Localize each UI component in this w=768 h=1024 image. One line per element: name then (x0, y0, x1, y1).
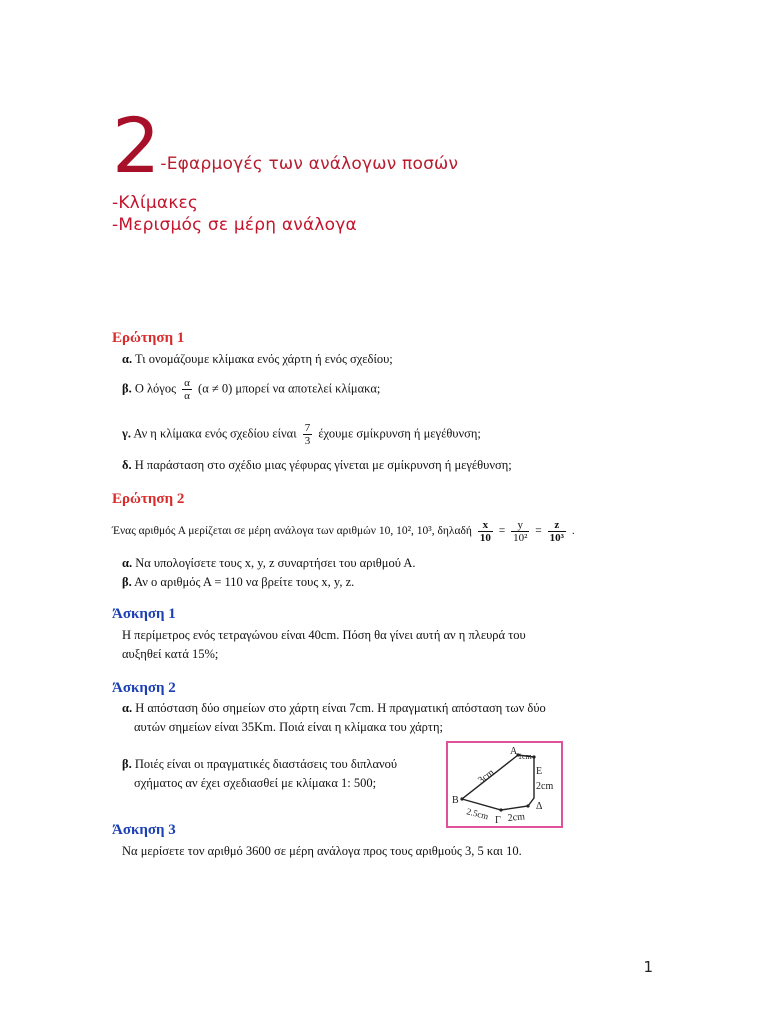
q2-a-text: Να υπολογίσετε τους x, y, z συναρτήσει του αριθμού Α. (135, 556, 416, 570)
q2-intro: Ένας αριθμός Α μερίζεται σε μέρη ανάλογα των αριθμών 10, 10², 10³, δηλαδή (112, 525, 472, 538)
q1-item-b (122, 377, 380, 402)
polygon-outline (462, 755, 534, 810)
q1-c-fraction (303, 422, 313, 447)
q1-c-label: γ. (122, 426, 131, 441)
q1-item-c (122, 422, 481, 447)
q2-item-b (122, 575, 354, 590)
q1-b-post: μπορεί να αποτελεί κλίμακα; (235, 381, 381, 396)
vertex-e (532, 755, 535, 758)
label-g: Γ (495, 815, 501, 826)
vertex-d (526, 804, 529, 807)
label-e: Ε (536, 766, 543, 777)
q2-fraction-x (478, 519, 493, 544)
q1-b-pre: Ο λόγος (134, 381, 177, 396)
ex2-b-label: β. (122, 757, 132, 771)
page-number: 1 (643, 958, 653, 976)
q1-item-a (122, 352, 393, 367)
q2-eq-2: = (535, 525, 542, 538)
q2-b-text: Αν ο αριθμός Α = 110 να βρείτε τους x, y, z. (134, 575, 355, 589)
q1-d-text: Η παράσταση στο σχέδιο μιας γέφυρας γίνεται με σμίκρυνση ή μεγέθυνση; (134, 458, 512, 472)
vertex-g (499, 808, 502, 811)
q2-f1-num: x (478, 519, 493, 532)
q2-fraction-y (511, 519, 529, 544)
ex2-a-label: α. (122, 701, 133, 715)
vertex-b (460, 797, 463, 800)
label-d: Δ (536, 801, 543, 812)
question-1-title: Ερώτηση 1 (112, 330, 185, 346)
q1-c-num: 7 (304, 422, 311, 434)
q2-f1-den: 10 (479, 532, 491, 544)
q1-b-label: β. (122, 381, 132, 396)
ex2-b-line-2: σχήματος αν έχει σχεδιασθεί με κλίμακα 1: 500; (134, 776, 377, 790)
label-len-ab: 3cm (476, 767, 497, 787)
q1-b-num: α (184, 377, 190, 389)
q1-b-den: α (184, 390, 190, 402)
q1-a-label: α. (122, 352, 133, 366)
q1-a-text: Τι ονομάζουμε κλίμακα ενός χάρτη ή ενός σχεδίου; (135, 352, 393, 366)
exercise-3-title: Άσκηση 3 (112, 822, 176, 838)
label-len-gd: 2cm (507, 811, 526, 824)
chapter-title: -Εφαρμογές των ανάλογων ποσών (160, 154, 459, 174)
label-len-ae: 1cm (518, 752, 532, 761)
polygon-figure (446, 741, 563, 828)
ex2-a-text-1: Η απόσταση δύο σημείων στο χάρτη είναι 7cm. Η πραγματική απόσταση των δύο (135, 701, 546, 715)
ex3-text: Να μερίσετε τον αριθμό 3600 σε μέρη ανάλογα προς τους αριθμούς 3, 5 και 10. (122, 844, 522, 858)
ex2-a-line-1 (122, 701, 546, 716)
q1-item-d (122, 458, 512, 473)
chapter-header (112, 101, 459, 190)
label-len-ed: 2cm (536, 781, 554, 792)
q2-f2-den: 10² (513, 532, 528, 544)
q1-b-fraction (182, 377, 192, 402)
question-2-title: Ερώτηση 2 (112, 491, 185, 507)
exercise-2-title: Άσκηση 2 (112, 680, 176, 696)
ex1-line-1: Η περίμετρος ενός τετραγώνου είναι 40cm. Πόση θα γίνει αυτή αν η πλευρά του (122, 628, 526, 642)
q1-d-label: δ. (122, 458, 132, 472)
q2-eq-1: = (498, 525, 506, 538)
q1-c-post: έχουμε σμίκρυνση ή μεγέθυνση; (318, 426, 481, 441)
q2-f3-den: 10³ (549, 532, 564, 544)
q2-f3-num: z (548, 519, 566, 532)
chapter-number: 2 (112, 101, 161, 190)
ex2-a-line-2: αυτών σημείων είναι 35Km. Ποιά είναι η κλίμακα του χάρτη; (134, 720, 443, 734)
exercise-1-title: Άσκηση 1 (112, 606, 176, 622)
label-a: Α (510, 746, 518, 757)
subtopic-partition: -Μερισμός σε μέρη ανάλογα (112, 215, 357, 235)
q2-b-label: β. (122, 575, 132, 589)
ex2-b-line-1 (122, 757, 397, 772)
q1-c-pre: Αν η κλίμακα ενός σχεδίου είναι (133, 426, 297, 441)
q2-intro-line (112, 519, 575, 544)
subtopic-scales: -Κλίμακες (112, 193, 199, 213)
q1-b-cond: (α ≠ 0) (198, 381, 233, 396)
ex1-line-2: αυξηθεί κατά 15%; (122, 647, 219, 661)
q2-f2-num: y (511, 519, 529, 532)
q2-item-a (122, 556, 416, 571)
ex2-b-text-1: Ποιές είναι οι πραγματικές διαστάσεις του διπλανού (134, 757, 398, 771)
q1-c-den: 3 (304, 435, 311, 447)
q2-end: . (571, 525, 575, 538)
polygon-svg (448, 743, 561, 826)
q2-fraction-z (548, 519, 566, 544)
q2-a-label: α. (122, 556, 133, 570)
label-b: Β (452, 795, 459, 806)
label-len-bg: 2.5cm (465, 806, 490, 822)
